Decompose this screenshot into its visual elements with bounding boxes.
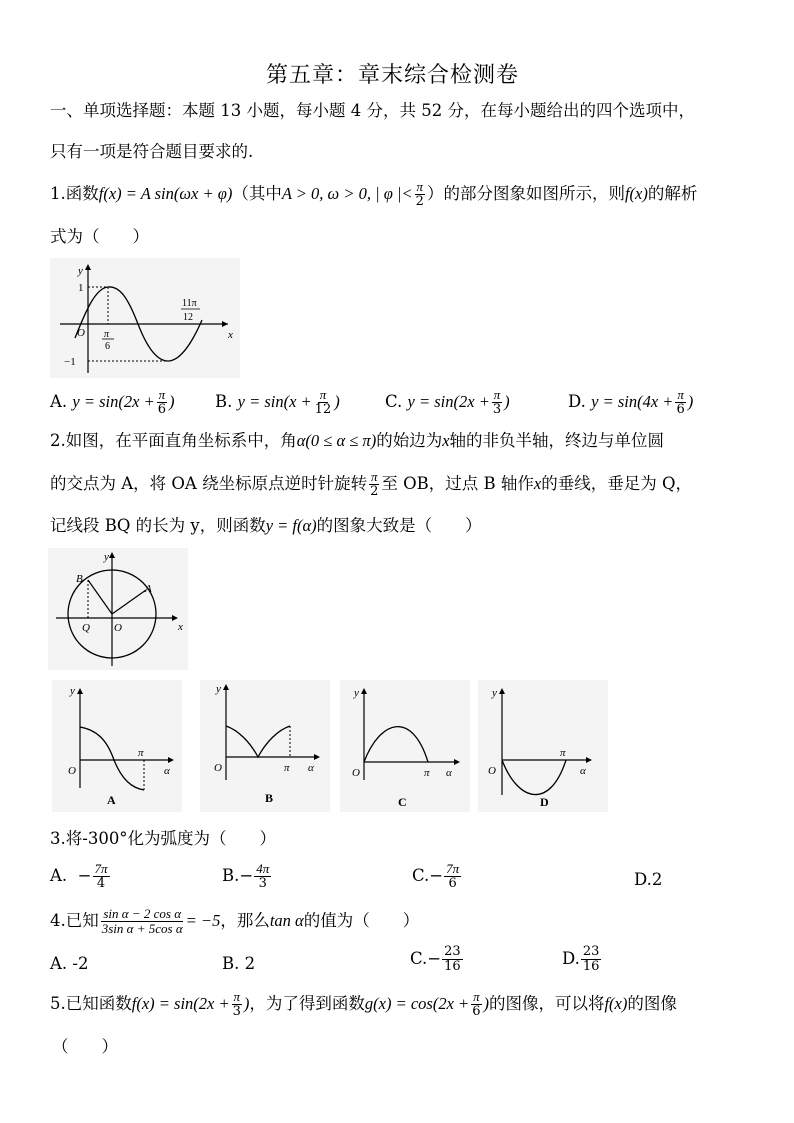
q1-option-b[interactable]: B. y = sin(x + $\frac{\pi}{12}$ ) — [215, 387, 340, 417]
frac-num: sin α − 2 cos α — [103, 906, 182, 921]
frac-den: 4 — [96, 876, 106, 891]
text: 的始边为 — [376, 431, 443, 450]
q1-suffix2: f(x) — [624, 184, 648, 203]
text: 的值为（ ） — [303, 911, 420, 930]
label-o: O — [488, 765, 496, 777]
option-sign: − — [429, 866, 444, 885]
text: 5.已知函数 — [50, 994, 132, 1013]
q1-option-d[interactable]: D. y = sin(4x + $\frac{\pi}{6}$ ) — [568, 387, 694, 417]
q4-stem — [50, 907, 419, 936]
frac-num: π — [233, 989, 241, 1004]
label-o: O — [352, 767, 360, 779]
graph-y-label: y — [78, 265, 83, 277]
q1-option-c[interactable]: C. y = sin(2x + $\frac{\pi}{3}$ ) — [385, 387, 510, 417]
label-y: y — [492, 687, 497, 699]
q2-graph-a[interactable] — [52, 680, 182, 812]
q1-suffix3: 的解析 — [647, 184, 698, 203]
math: α(0 ≤ α ≤ π) — [296, 431, 377, 450]
q5-stem-cont: （ ） — [52, 1037, 118, 1056]
frac-num: 7π — [94, 861, 108, 876]
q2-graph-c[interactable] — [340, 680, 470, 812]
option-label: C. — [410, 949, 428, 968]
text: 4.已知 — [50, 911, 99, 930]
text: ，那么 — [220, 911, 270, 930]
q1-prefix: 1.函数 — [50, 184, 99, 203]
math: tan α — [269, 911, 304, 930]
label-pi: π — [424, 767, 430, 779]
frac-den: 3 — [232, 1004, 241, 1019]
label-y: y — [104, 551, 109, 563]
text: 至 OB，过点 B 轴作 — [381, 474, 534, 493]
frac-num: 7π — [446, 861, 460, 876]
math: g(x) = cos(2x + — [364, 994, 470, 1013]
label-alpha: α — [580, 765, 586, 777]
q1-cond-frac — [414, 180, 426, 209]
graph-origin: O — [77, 327, 85, 339]
q3-option-a[interactable] — [50, 862, 111, 891]
option-label: C. — [412, 866, 430, 885]
q5-stem: 5.已知函数f(x) = sin(2x + $\frac{\pi}{3}$ )，为了得到函数g(x) = cos(2x + $\frac{\pi}{6}$ )的图像，可以将f(x)的图像 — [50, 989, 677, 1019]
frac-den: 12 — [314, 402, 332, 417]
q2-graph-d[interactable] — [478, 680, 608, 812]
graph-label: D — [540, 795, 549, 809]
graph-x-label: x — [228, 329, 233, 341]
option-sign: − — [427, 949, 442, 968]
option-label: A. — [50, 866, 68, 885]
label-alpha: α — [308, 762, 314, 774]
label-o: O — [114, 622, 122, 634]
frac-den: 16 — [444, 959, 461, 974]
q4-option-d[interactable] — [562, 945, 602, 974]
label-o: O — [68, 765, 76, 777]
option-sign: − — [77, 866, 92, 885]
graph-label: C — [398, 795, 407, 809]
graph-bg — [52, 680, 182, 812]
q2-stem-line1 — [50, 430, 664, 452]
graph-bg — [340, 680, 470, 812]
q1-option-a[interactable]: A. y = sin(2x + $\frac{\pi}{6}$ ) — [50, 387, 175, 417]
q3-stem: 3.将-300°化为弧度为（ ） — [50, 829, 277, 848]
label-pi: π — [560, 747, 566, 759]
option-label: B. — [215, 392, 233, 411]
q1-cond-b: A > 0, ω > 0, | φ |< — [281, 184, 413, 203]
label-y: y — [70, 685, 75, 697]
q1-func: f(x) = A sin(ωx + φ) — [98, 184, 233, 203]
label-b: B — [76, 573, 83, 585]
q2-stem-line2 — [50, 470, 692, 499]
frac-den: 3 — [492, 402, 502, 417]
text: ，为了得到函数 — [249, 994, 365, 1013]
q1-suffix: ）的部分图象如图所示，则 — [426, 184, 625, 203]
frac-den: 3sin α + 5cos α — [101, 921, 183, 936]
option-label: D. — [562, 949, 580, 968]
text: 的图像 — [627, 994, 677, 1013]
math: x — [442, 431, 450, 450]
frac-num: π — [473, 989, 480, 1004]
frac-num: π — [158, 387, 166, 402]
text: 2.如图，在平面直角坐标系中，角 — [50, 431, 297, 450]
frac-den: 6 — [157, 402, 166, 417]
frac-den: 2 — [415, 194, 424, 209]
option-expr: y = sin(4x + — [591, 392, 674, 411]
tick2-den: 12 — [183, 312, 193, 323]
graph-y-top: 1 — [78, 282, 84, 294]
label-alpha: α — [164, 765, 170, 777]
label-alpha: α — [446, 767, 452, 779]
tick1-num: π — [104, 329, 110, 340]
page-title: 第五章：章末综合检测卷 — [266, 63, 520, 88]
tick2-num: 11π — [182, 298, 197, 309]
label-x: x — [178, 621, 183, 633]
frac-num: 23 — [582, 944, 600, 959]
q2-circle-figure — [48, 548, 188, 670]
frac-num: π — [493, 387, 501, 402]
graph-bg — [478, 680, 608, 812]
option-expr: y = sin(2x + — [72, 392, 155, 411]
q3-option-d[interactable]: D.2 — [634, 870, 663, 889]
text: 的图像，可以将 — [488, 994, 605, 1013]
math: x — [533, 474, 542, 493]
frac-den: 2 — [370, 484, 379, 499]
graph-y-bottom: −1 — [64, 356, 76, 368]
text: 的图象大致是（ ） — [316, 516, 482, 535]
option-label: A. — [50, 392, 68, 411]
section-heading-cont: 只有一项是符合题目要求的. — [50, 142, 254, 161]
math: f(x) = sin(2x + — [131, 994, 230, 1013]
option-label: C. — [385, 392, 403, 411]
math: y = f(α) — [265, 516, 317, 535]
q4-option-c[interactable] — [410, 945, 464, 974]
label-y: y — [216, 683, 221, 695]
frac-num: π — [370, 469, 378, 484]
frac-num: 23 — [444, 944, 461, 959]
label-a: A — [145, 583, 152, 595]
frac-den: 6 — [472, 1004, 481, 1019]
text: 轴的非负半轴，终边与单位圆 — [449, 431, 665, 450]
tick1-den: 6 — [105, 341, 110, 352]
q3-option-c[interactable] — [412, 862, 462, 891]
frac-den: 6 — [676, 402, 685, 417]
q1-stem-cont: 式为（ ） — [50, 227, 149, 246]
label-y: y — [354, 687, 359, 699]
q3-option-b[interactable] — [222, 862, 272, 891]
figure-bg — [48, 548, 188, 670]
label-pi: π — [138, 747, 144, 759]
frac-num: 4π — [256, 861, 270, 876]
label-o: O — [214, 762, 222, 774]
option-label: D. — [568, 392, 586, 411]
q2-stem-line3 — [50, 515, 482, 537]
math: f(x) — [604, 994, 628, 1013]
q4-option-b[interactable]: B. 2 — [222, 954, 256, 973]
frac-den: 16 — [582, 959, 600, 974]
q1-cond-a: （其中 — [232, 184, 282, 203]
option-expr: y = sin(x + — [237, 392, 312, 411]
q1-stem — [50, 180, 697, 209]
frac-num: π — [677, 387, 684, 402]
option-label: B. — [222, 866, 240, 885]
section-heading: 一、单项选择题：本题 13 小题，每小题 4 分，共 52 分，在每小题给出的四个选项中， — [50, 101, 695, 120]
frac-den: 6 — [448, 876, 457, 891]
graph-label: B — [265, 791, 274, 805]
label-pi: π — [284, 762, 290, 774]
option-sign: − — [239, 866, 254, 885]
graph-label: A — [107, 793, 116, 807]
q1-graph — [50, 258, 240, 378]
text: 记线段 BQ 的长为 y，则函数 — [50, 516, 266, 535]
label-q: Q — [82, 622, 90, 634]
frac-num: π — [416, 179, 424, 194]
option-expr: y = sin(2x + — [407, 392, 490, 411]
text: 的交点为 A，将 OA 绕坐标原点逆时针旋转 — [50, 474, 368, 493]
frac-den: 3 — [258, 876, 267, 891]
q2-graph-b[interactable] — [200, 680, 330, 812]
frac-num: π — [319, 387, 327, 402]
text: 的垂线，垂足为 Q， — [541, 474, 692, 493]
q4-option-a[interactable]: A. -2 — [50, 954, 89, 973]
math: = −5 — [185, 911, 221, 930]
